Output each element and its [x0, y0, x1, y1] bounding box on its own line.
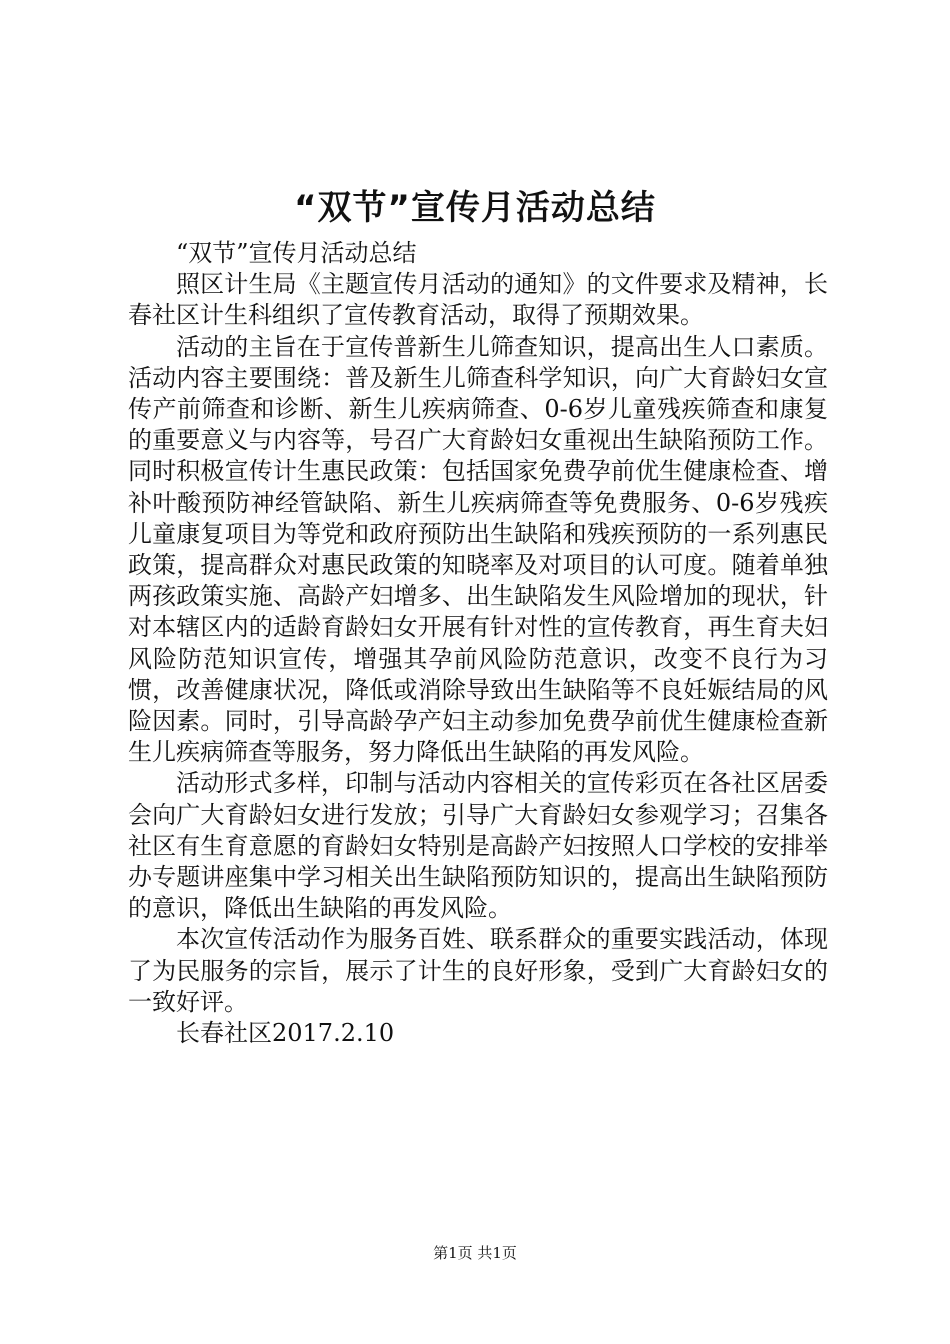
page-number-footer: 第1页 共1页: [433, 1244, 517, 1262]
conclusion-paragraph: 本次宣传活动作为服务百姓、联系群众的重要实践活动，体现了为民服务的宗旨，展示了计生的良好形象，受到广大育龄妇女的一致好评。: [128, 925, 828, 1016]
signature-date-paragraph: 长春社区2017.2.10: [176, 1019, 395, 1048]
intro-paragraph: 照区计生局《主题宣传月活动的通知》的文件要求及精神，长春社区计生科组织了宣传教育活动，取得了预期效果。: [128, 270, 828, 330]
document-title: “双节”宣传月活动总结: [294, 188, 656, 228]
subtitle-paragraph: “双节”宣传月活动总结: [176, 239, 417, 267]
document-body: [128, 238, 828, 1049]
activity-form-paragraph: 活动形式多样，印制与活动内容相关的宣传彩页在各社区居委会向广大育龄妇女进行发放；引导广大育龄妇女参观学习；召集各社区有生育意愿的育龄妇女特别是高龄产妇按照人口学校的安排举办专题讲座集中学习相关出生缺陷预防知识的，提高出生缺陷预防的意识，降低出生缺陷的再发风险。: [128, 769, 828, 923]
purpose-paragraph: 活动的主旨在于宣传普新生儿筛查知识，提高出生人口素质。活动内容主要围绕：普及新生儿筛查科学知识，向广大育龄妇女宣传产前筛查和诊断、新生儿疾病筛查、0-6岁儿童残疾筛查和康复的重要意义与内容等，号召广大育龄妇女重视出生缺陷预防工作。同时积极宣传计生惠民政策：包括国家免费孕前优生健康检查、增补叶酸预防神经管缺陷、新生儿疾病筛查等免费服务、0-6岁残疾儿童康复项目为等党和政府预防出生缺陷和残疾预防的一系列惠民政策，提高群众对惠民政策的知晓率及对项目的认可度。随着单独两孩政策实施、高龄产妇增多、出生缺陷发生风险增加的现状，针对本辖区内的适龄育龄妇女开展有针对性的宣传教育，再生育夫妇风险防范知识宣传，增强其孕前风险防范意识，改变不良行为习惯，改善健康状况，降低或消除导致出生缺陷等不良妊娠结局的风险因素。同时，引导高龄孕产妇主动参加免费孕前优生健康检查新生儿疾病筛查等服务，努力降低出生缺陷的再发风险。: [128, 332, 828, 767]
